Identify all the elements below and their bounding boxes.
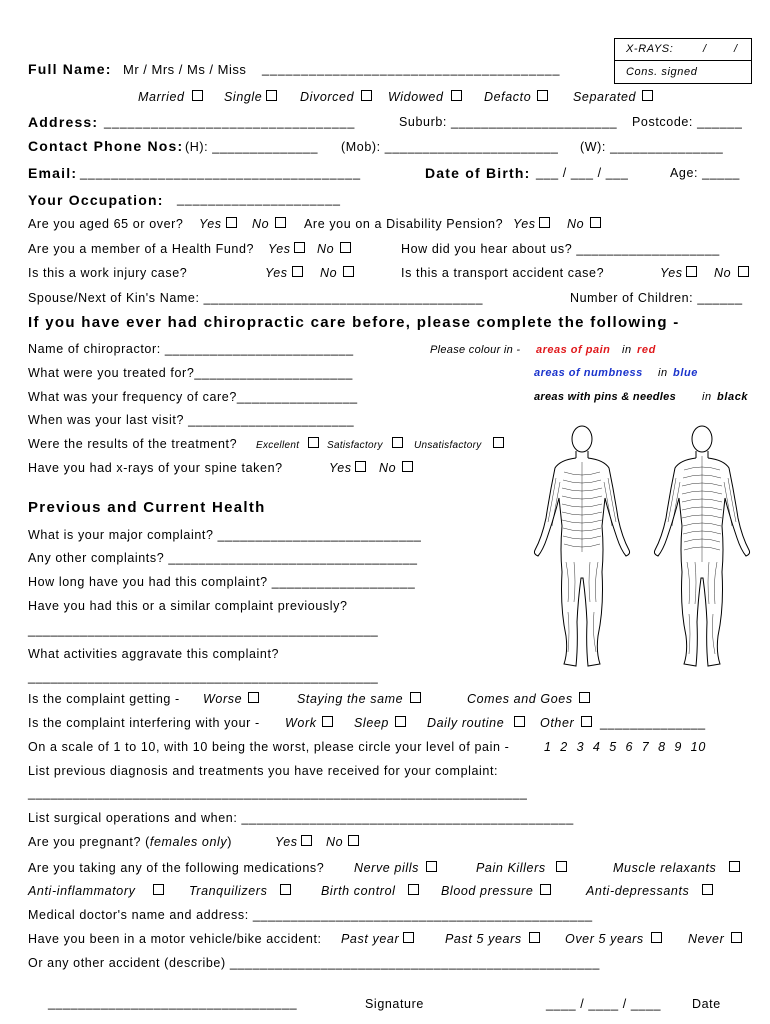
over-5-years-checkbox[interactable] bbox=[651, 932, 662, 943]
legend-intro: Please colour in - bbox=[430, 344, 521, 356]
other-interfering-field[interactable]: ______________ bbox=[600, 716, 706, 730]
xray-slash: / bbox=[734, 43, 738, 55]
no-label: No bbox=[567, 217, 585, 231]
other-label: Other bbox=[540, 716, 575, 730]
muscle-relaxants-label: Muscle relaxants bbox=[613, 861, 717, 875]
pension-yes-checkbox[interactable] bbox=[539, 217, 550, 228]
muscle-relaxants-checkbox[interactable] bbox=[729, 861, 740, 872]
signature-field[interactable]: _________________________________ bbox=[48, 996, 298, 1010]
body-front-diagram[interactable] bbox=[530, 422, 635, 672]
occupation-field[interactable]: _____________________ bbox=[177, 192, 341, 206]
postcode-field[interactable]: Postcode: ______ bbox=[632, 115, 743, 129]
interfering-label: Is the complaint interfering with your - bbox=[28, 716, 260, 730]
email-field[interactable]: ____________________________________ bbox=[80, 166, 361, 180]
worse-label: Worse bbox=[203, 692, 243, 706]
daily-routine-checkbox[interactable] bbox=[514, 716, 525, 727]
medications-question: Are you taking any of the following medications? bbox=[28, 861, 325, 875]
similar-complaint-field[interactable]: _______________________________________________ bbox=[28, 623, 379, 637]
marital-single-label: Single bbox=[224, 90, 263, 104]
xrays-yes-checkbox[interactable] bbox=[355, 461, 366, 472]
anti-inflammatory-checkbox[interactable] bbox=[153, 884, 164, 895]
widowed-checkbox[interactable] bbox=[451, 90, 462, 101]
pain-scale-numbers[interactable]: 1 2 3 4 5 6 7 8 9 10 bbox=[544, 740, 707, 754]
staying-same-checkbox[interactable] bbox=[410, 692, 421, 703]
yes-label: Yes bbox=[275, 835, 298, 849]
treatment-results-question: Were the results of the treatment? bbox=[28, 437, 238, 451]
chiropractor-name-field[interactable]: Name of chiropractor: _________________________ bbox=[28, 342, 354, 356]
legend-pain: areas of pain bbox=[536, 344, 611, 356]
legend-in: in bbox=[658, 367, 668, 379]
children-field[interactable]: Number of Children: ______ bbox=[570, 291, 743, 305]
legend-numbness: areas of numbness bbox=[534, 367, 643, 379]
suburb-field[interactable]: Suburb: ______________________ bbox=[399, 115, 618, 129]
dob-field[interactable]: ___ / ___ / ___ bbox=[536, 166, 629, 180]
doctor-field[interactable]: Medical doctor's name and address: _____________________________________________ bbox=[28, 908, 593, 922]
pain-scale-label: On a scale of 1 to 10, with 10 being the worst, please circle your level of pain - bbox=[28, 740, 510, 754]
never-checkbox[interactable] bbox=[731, 932, 742, 943]
frequency-field[interactable]: What was your frequency of care?________________ bbox=[28, 390, 358, 404]
sleep-checkbox[interactable] bbox=[395, 716, 406, 727]
body-back-diagram[interactable] bbox=[650, 422, 755, 672]
marital-widowed-label: Widowed bbox=[388, 90, 444, 104]
separated-checkbox[interactable] bbox=[642, 90, 653, 101]
hear-about-us-field[interactable]: How did you hear about us? ___________________ bbox=[401, 242, 720, 256]
legend-pins: areas with pins & needles bbox=[534, 391, 676, 403]
treated-for-field[interactable]: What were you treated for?_____________________ bbox=[28, 366, 353, 380]
pension-question: Are you on a Disability Pension? bbox=[304, 217, 504, 231]
unsatisfactory-label: Unsatisfactory bbox=[414, 440, 482, 451]
dob-label: Date of Birth: bbox=[425, 165, 531, 181]
work-phone-field[interactable]: (W): _______________ bbox=[580, 140, 724, 154]
other-complaints-field[interactable]: Any other complaints? _________________________________ bbox=[28, 551, 418, 565]
no-label: No bbox=[252, 217, 270, 231]
work-injury-question: Is this a work injury case? bbox=[28, 266, 188, 280]
yes-label: Yes bbox=[268, 242, 291, 256]
unsatisfactory-checkbox[interactable] bbox=[493, 437, 504, 448]
aged-no-checkbox[interactable] bbox=[275, 217, 286, 228]
no-label: No bbox=[714, 266, 732, 280]
pregnant-no-checkbox[interactable] bbox=[348, 835, 359, 846]
full-name-label: Full Name: bbox=[28, 61, 112, 77]
yes-label: Yes bbox=[329, 461, 352, 475]
anti-depressants-label: Anti-depressants bbox=[586, 884, 690, 898]
legend-blue: blue bbox=[673, 367, 699, 379]
aged-yes-checkbox[interactable] bbox=[226, 217, 237, 228]
yes-label: Yes bbox=[513, 217, 536, 231]
pregnant-yes-checkbox[interactable] bbox=[301, 835, 312, 846]
cons-signed-label: Cons. signed bbox=[626, 66, 698, 78]
past-year-label: Past year bbox=[341, 932, 400, 946]
injury-yes-checkbox[interactable] bbox=[292, 266, 303, 277]
other-accident-field[interactable]: Or any other accident (describe) _________________________________________________ bbox=[28, 956, 600, 970]
date-label: Date bbox=[692, 997, 721, 1011]
marital-married-label: Married bbox=[138, 90, 185, 104]
motor-accident-question: Have you been in a motor vehicle/bike accident: bbox=[28, 932, 322, 946]
no-label: No bbox=[317, 242, 335, 256]
aggravate-question: What activities aggravate this complaint? bbox=[28, 647, 280, 661]
satisfactory-label: Satisfactory bbox=[327, 440, 383, 451]
transport-yes-checkbox[interactable] bbox=[686, 266, 697, 277]
nerve-pills-label: Nerve pills bbox=[354, 861, 419, 875]
sleep-label: Sleep bbox=[354, 716, 389, 730]
pension-no-checkbox[interactable] bbox=[590, 217, 601, 228]
similar-complaint-question: Have you had this or a similar complaint previously? bbox=[28, 599, 348, 613]
fund-yes-checkbox[interactable] bbox=[294, 242, 305, 253]
no-label: No bbox=[320, 266, 338, 280]
diagnosis-question: List previous diagnosis and treatments you have received for your complaint: bbox=[28, 764, 499, 778]
address-label: Address: bbox=[28, 114, 99, 130]
pregnant-question: Are you pregnant? (females only) bbox=[28, 835, 233, 849]
past-5-years-label: Past 5 years bbox=[445, 932, 522, 946]
xray-label: X-RAYS: bbox=[626, 43, 674, 55]
legend-red: red bbox=[637, 344, 656, 356]
anti-inflammatory-label: Anti-inflammatory bbox=[28, 884, 136, 898]
mobile-phone-field[interactable]: (Mob): _______________________ bbox=[341, 140, 559, 154]
excellent-checkbox[interactable] bbox=[308, 437, 319, 448]
anti-depressants-checkbox[interactable] bbox=[702, 884, 713, 895]
no-label: No bbox=[326, 835, 344, 849]
transport-question: Is this a transport accident case? bbox=[401, 266, 605, 280]
fund-no-checkbox[interactable] bbox=[340, 242, 351, 253]
staying-same-label: Staying the same bbox=[297, 692, 404, 706]
major-complaint-field[interactable]: What is your major complaint? ___________________________ bbox=[28, 528, 422, 542]
legend-black: black bbox=[717, 391, 749, 403]
occupation-label: Your Occupation: bbox=[28, 192, 164, 208]
xray-slash: / bbox=[703, 43, 707, 55]
never-label: Never bbox=[688, 932, 725, 946]
work-checkbox[interactable] bbox=[322, 716, 333, 727]
yes-label: Yes bbox=[660, 266, 683, 280]
email-label: Email: bbox=[28, 165, 78, 181]
tranquilizers-checkbox[interactable] bbox=[280, 884, 291, 895]
single-checkbox[interactable] bbox=[266, 90, 277, 101]
phone-label: Contact Phone Nos: bbox=[28, 138, 184, 154]
date-field[interactable]: ____ / ____ / ____ bbox=[546, 997, 662, 1011]
home-phone-field[interactable]: (H): ______________ bbox=[185, 140, 319, 154]
marital-divorced-label: Divorced bbox=[300, 90, 355, 104]
aggravate-field[interactable]: _______________________________________________ bbox=[28, 670, 379, 684]
yes-label: Yes bbox=[199, 217, 222, 231]
daily-routine-label: Daily routine bbox=[427, 716, 505, 730]
satisfactory-checkbox[interactable] bbox=[392, 437, 403, 448]
work-label: Work bbox=[285, 716, 317, 730]
worse-checkbox[interactable] bbox=[248, 692, 259, 703]
chiro-heading: If you have ever had chiropractic care before, please complete the following - bbox=[28, 314, 680, 331]
signature-label: Signature bbox=[365, 997, 424, 1011]
spouse-field[interactable]: Spouse/Next of Kin's Name: _____________________________________ bbox=[28, 291, 484, 305]
defacto-checkbox[interactable] bbox=[537, 90, 548, 101]
tranquilizers-label: Tranquilizers bbox=[189, 884, 268, 898]
diagnosis-field[interactable]: ___________________________________________________________________ bbox=[28, 786, 528, 800]
comes-goes-label: Comes and Goes bbox=[467, 692, 573, 706]
married-checkbox[interactable] bbox=[192, 90, 203, 101]
past-5-years-checkbox[interactable] bbox=[529, 932, 540, 943]
transport-no-checkbox[interactable] bbox=[738, 266, 749, 277]
full-name-field[interactable]: ______________________________________ bbox=[262, 62, 561, 76]
xrays-no-checkbox[interactable] bbox=[402, 461, 413, 472]
blood-pressure-label: Blood pressure bbox=[441, 884, 534, 898]
legend-in: in bbox=[702, 391, 712, 403]
aged-65-question: Are you aged 65 or over? bbox=[28, 217, 184, 231]
last-visit-field[interactable]: When was your last visit? ______________________ bbox=[28, 413, 355, 427]
complaint-duration-field[interactable]: How long have you had this complaint? ___________________ bbox=[28, 575, 416, 589]
name-titles: Mr / Mrs / Ms / Miss bbox=[123, 62, 247, 77]
excellent-label: Excellent bbox=[256, 440, 300, 451]
birth-control-checkbox[interactable] bbox=[408, 884, 419, 895]
over-5-years-label: Over 5 years bbox=[565, 932, 644, 946]
yes-label: Yes bbox=[265, 266, 288, 280]
health-fund-question: Are you a member of a Health Fund? bbox=[28, 242, 255, 256]
pain-killers-checkbox[interactable] bbox=[556, 861, 567, 872]
past-year-checkbox[interactable] bbox=[403, 932, 414, 943]
injury-no-checkbox[interactable] bbox=[343, 266, 354, 277]
nerve-pills-checkbox[interactable] bbox=[426, 861, 437, 872]
xrays-question: Have you had x-rays of your spine taken? bbox=[28, 461, 283, 475]
comes-goes-checkbox[interactable] bbox=[579, 692, 590, 703]
other-checkbox[interactable] bbox=[581, 716, 592, 727]
birth-control-label: Birth control bbox=[321, 884, 396, 898]
divorced-checkbox[interactable] bbox=[361, 90, 372, 101]
surgical-field[interactable]: List surgical operations and when: ____________________________________________ bbox=[28, 811, 574, 825]
legend-in: in bbox=[622, 344, 632, 356]
address-field[interactable]: ________________________________ bbox=[104, 115, 356, 129]
health-heading: Previous and Current Health bbox=[28, 499, 266, 516]
no-label: No bbox=[379, 461, 397, 475]
blood-pressure-checkbox[interactable] bbox=[540, 884, 551, 895]
pain-killers-label: Pain Killers bbox=[476, 861, 546, 875]
complaint-getting-label: Is the complaint getting - bbox=[28, 692, 180, 706]
marital-separated-label: Separated bbox=[573, 90, 637, 104]
age-field[interactable]: Age: _____ bbox=[670, 166, 740, 180]
marital-defacto-label: Defacto bbox=[484, 90, 532, 104]
